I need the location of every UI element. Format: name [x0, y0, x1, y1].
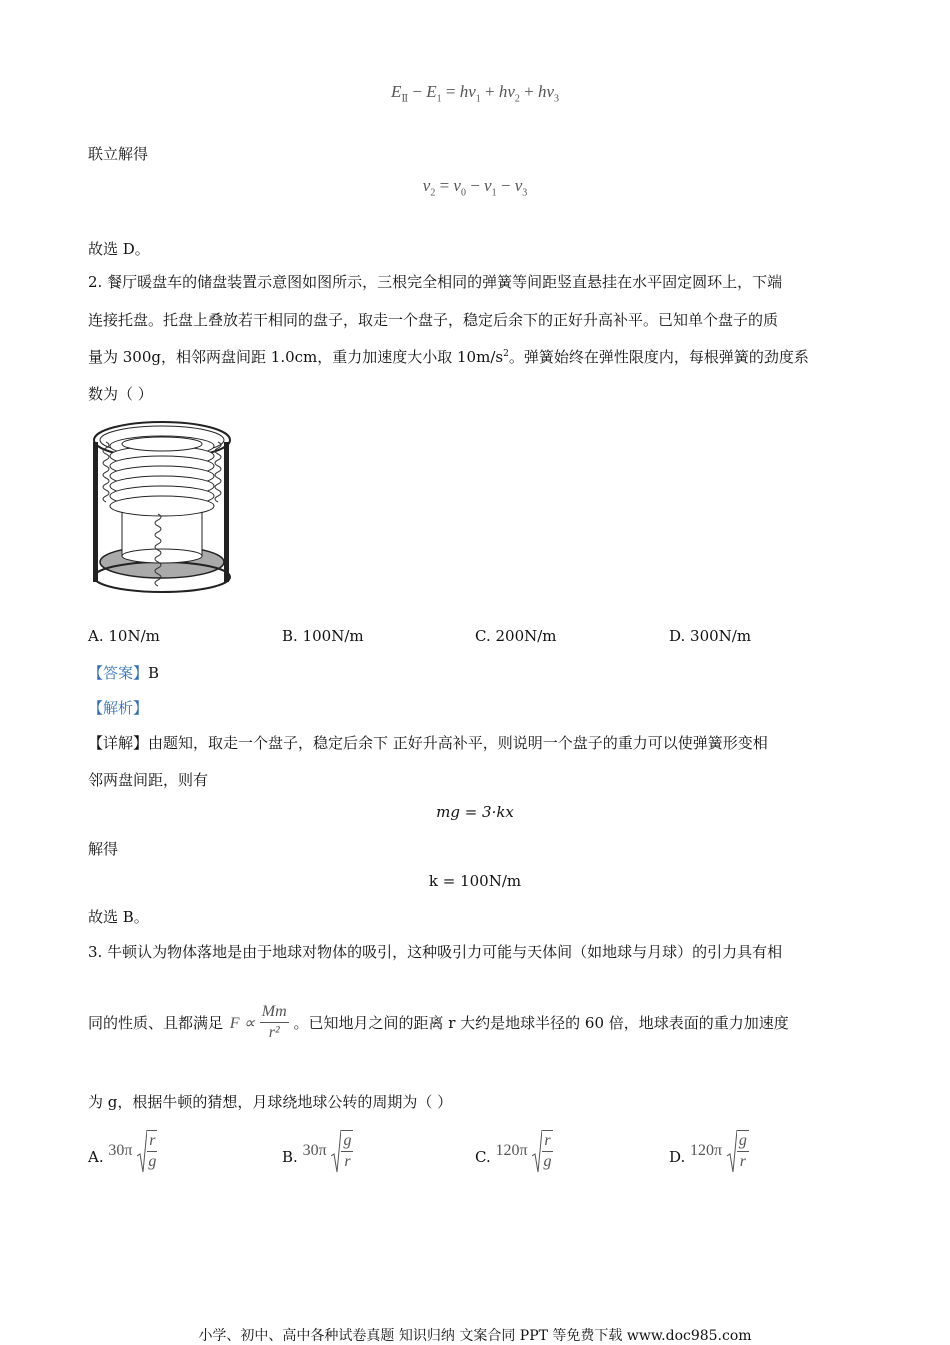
equation-energy: $E_Ⅱ - E_1 = h\nu_1 + h\nu_2 + h\nu_3$	[390, 82, 560, 105]
q2-detail-line1: 【详解】由题知，取走一个盘子，稳定后余下 正好升高补平，则说明一个盘子的重力可以使弹簧形变相	[88, 734, 768, 752]
q2-line1: 2. 餐厅暖盘车的储盘装置示意图如图所示，三根完全相同的弹簧等间距竖直悬挂在水平固定圆环上，下端	[88, 273, 783, 291]
q3-line3: 为 g，根据牛顿的猜想，月球绕地球公转的周期为（ ）	[88, 1093, 453, 1111]
page-footer: 小学、初中、高中各种试卷真题 知识归纳 文案合同 PPT 等免费下载 www.doc985.com	[198, 1328, 752, 1344]
q2-equation-a: mg = 3·kx	[436, 803, 514, 821]
text-answer-d: 故选 D。	[88, 240, 150, 258]
q2-line4: 数为（ ）	[88, 385, 153, 403]
q3-option-a: A. 30π $\frac{r}{g}$	[88, 1132, 157, 1170]
q2-line2: 连接托盘。托盘上叠放若干相同的盘子，取走一个盘子，稳定后余下的正好升高补平。已知单个盘子的质	[88, 311, 779, 329]
q2-option-b: B. 100N/m	[282, 627, 364, 645]
q3-formula-fraction: $\frac{Mm}{\text{r²}}$	[261, 1003, 287, 1041]
q3-option-b: B. 30π $\frac{g}{r}$	[282, 1132, 352, 1170]
q2-equation-b: k = 100N/m	[428, 872, 522, 890]
q3-line2: 同的性质、且都满足 F ∝ $\frac{Mm}{\text{r²}}$ 。已知地月之间的距离 r 大约是地球半径的 60 倍，地球表面的重力加速度	[88, 1003, 789, 1041]
q2-answer: 【答案】B	[88, 664, 160, 682]
plate-warmer-figure	[88, 414, 236, 604]
q3-option-c: C. 120π $\frac{r}{g}$	[475, 1132, 552, 1170]
q2-option-c: C. 200N/m	[475, 627, 557, 645]
q2-detail-line2: 邻两盘间距，则有	[88, 771, 209, 789]
q2-option-d: D. 300N/m	[669, 627, 752, 645]
q3-option-d: D. 120π $\frac{g}{r}$	[669, 1132, 747, 1170]
q3-line1: 3. 牛顿认为物体落地是由于地球对物体的吸引，这种吸引力可能与天体间（如地球与月球）的引力具有相	[88, 943, 783, 961]
q2-jiede: 解得	[88, 840, 119, 858]
q2-line3: 量为 300g，相邻两盘间距 1.0cm，重力加速度大小取 $10m/s^2$。弹簧始终在弹性限度内，每根弹簧的劲度系	[88, 348, 809, 366]
q2-analysis-tag: 【解析】	[88, 699, 149, 717]
q2-answer-b: 故选 B。	[88, 908, 149, 926]
equation-frequency: $\nu_2 = \nu_0 - \nu_1 - \nu_3$	[422, 176, 528, 199]
q2-option-a: A. 10N/m	[88, 627, 160, 645]
text-lianli: 联立解得	[88, 145, 149, 163]
